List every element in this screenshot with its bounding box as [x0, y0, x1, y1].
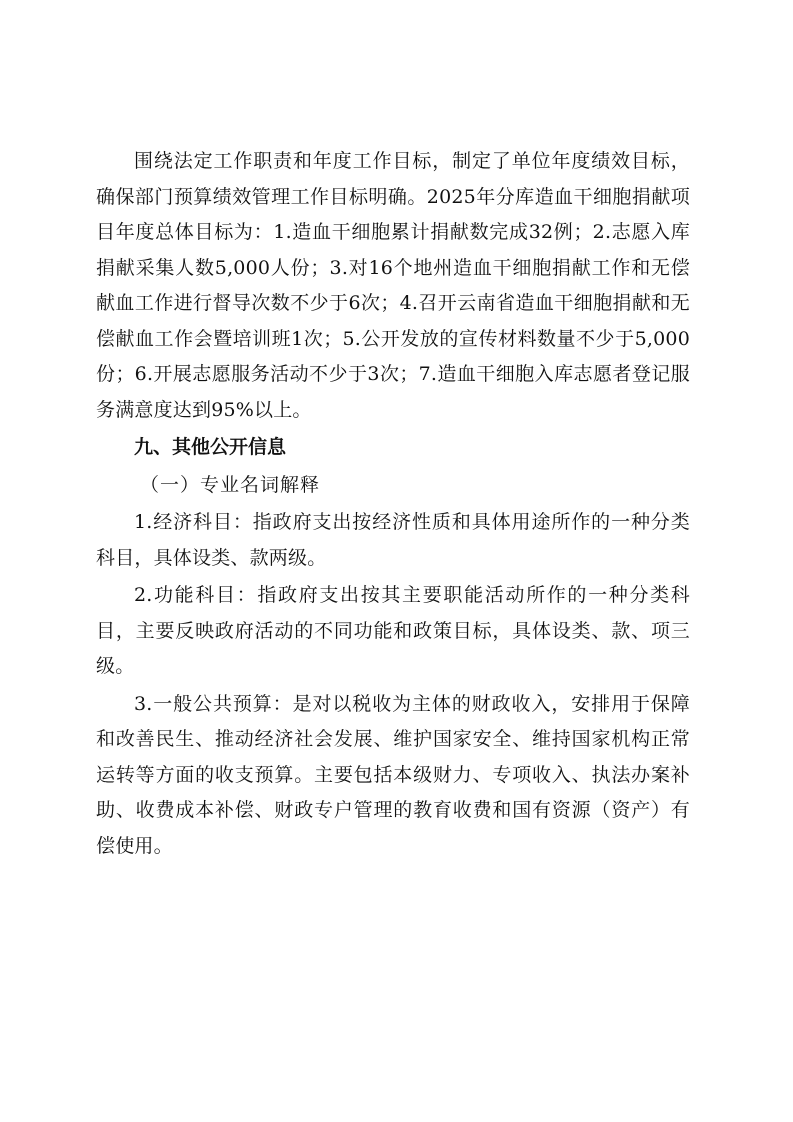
definition-economic-subject: 1.经济科目：指政府支出按经济性质和具体用途所作的一种分类科目，具体设类、款两级。	[96, 511, 690, 569]
definition-general-public-budget: 3.一般公共预算：是对以税收为主体的财政收入，安排用于保障和改善民生、推动经济社会发展、维护国家安全、维持国家机构正常运转等方面的收支预算。主要包括本级财力、专项收入、执法办案补助、收费成本补偿、财政专户管理的教育收费和国有资源（资产）有偿使用。	[96, 692, 690, 857]
definition-functional-subject: 2.功能科目：指政府支出按其主要职能活动所作的一种分类科目，主要反映政府活动的不同功能和政策目标，具体设类、款、项三级。	[96, 584, 690, 677]
section-heading: 九、其他公开信息	[134, 436, 287, 458]
document-body	[96, 144, 690, 866]
subsection-heading: （一）专业名词解释	[140, 473, 321, 496]
performance-goals-paragraph: 围绕法定工作职责和年度工作目标，制定了单位年度绩效目标，确保部门预算绩效管理工作目标明确。2025年分库造血干细胞捐献项目年度总体目标为：1.造血干细胞累计捐献数完成32例；2.志愿入库捐献采集人数5,000人份；3.对16个地州造血干细胞捐献工作和无偿献血工作进行督导次数不少于6次；4.召开云南省造血干细胞捐献和无偿献血工作会暨培训班1次；5.公开发放的宣传材料数量不少于5,000份；6.开展志愿服务活动不少于3次；7.造血干细胞入库志愿者登记服务满意度达到95%以上。	[96, 150, 690, 421]
